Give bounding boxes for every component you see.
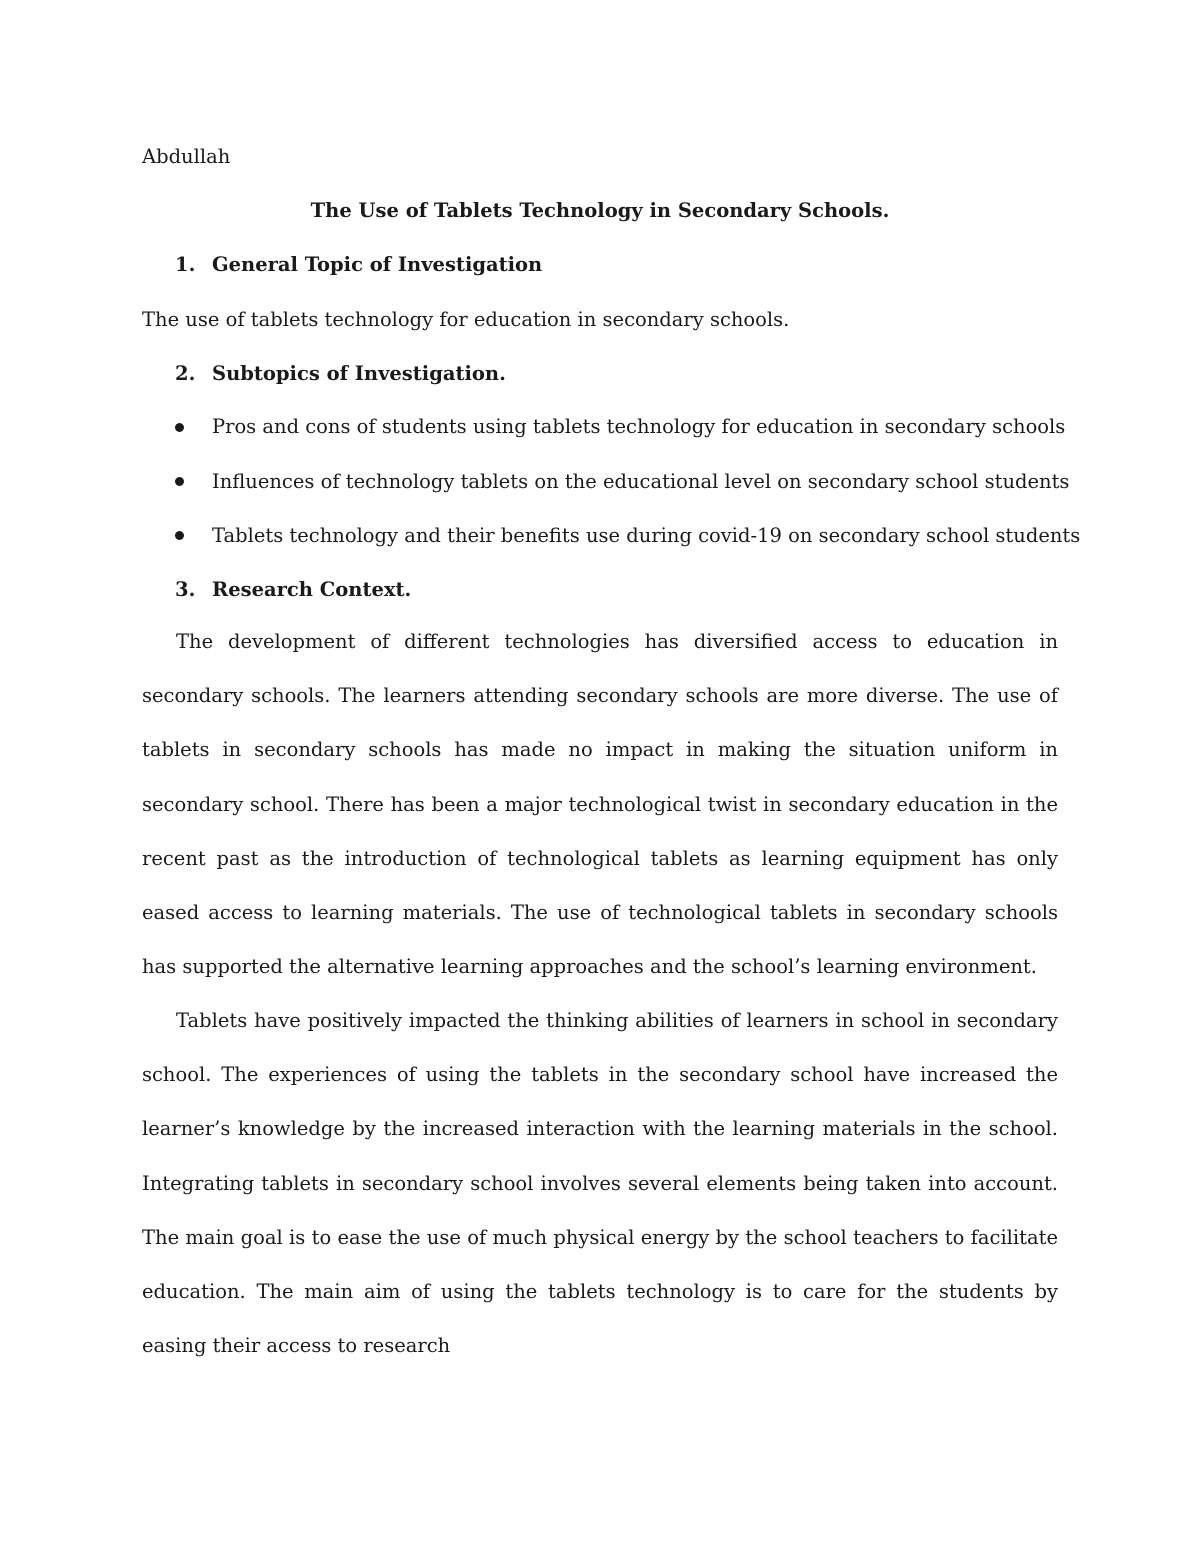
bullet-dot-icon bbox=[175, 477, 184, 486]
section-1-text: The use of tablets technology for education in secondary schools. bbox=[142, 308, 790, 331]
bullet-dot-icon bbox=[175, 423, 184, 432]
bullet-item-3: Tablets technology and their benefits use during covid-19 on secondary school students bbox=[212, 524, 1081, 547]
document-title: The Use of Tablets Technology in Secondary Schools. bbox=[310, 199, 890, 222]
bullet-item-1: Pros and cons of students using tablets technology for education in secondary schools bbox=[212, 415, 1066, 438]
section-2-heading: Subtopics of Investigation. bbox=[212, 362, 506, 385]
author-name: Abdullah bbox=[142, 145, 231, 168]
section-3-heading: Research Context. bbox=[212, 578, 412, 601]
section-3-number: 3. bbox=[175, 578, 196, 601]
bullet-dot-icon bbox=[175, 531, 184, 540]
section-1-number: 1. bbox=[175, 253, 196, 276]
research-context-paragraph-2: Tablets have positively impacted the thinking abilities of learners in school in secondary school. The experiences of using the tablets in the secondary school have increased the learner’s knowledge by the increased interaction with the learning materials in the school. Integrating tablets in secondary school involves several elements being taken into account. The main goal is to ease the use of much physical energy by the school teachers to facilitate education. The main aim of using the tablets technology is to care for the students by easing their access to research bbox=[142, 1009, 1058, 1358]
research-context-paragraph-1: The development of different technologies has diversified access to education in secondary schools. The learners attending secondary schools are more diverse. The use of tablets in secondary schools has made no impact in making the situation uniform in secondary school. There has been a major technological twist in secondary education in the recent past as the introduction of technological tablets as learning equipment has only eased access to learning materials. The use of technological tablets in secondary schools has supported the alternative learning approaches and the school’s learning environment. bbox=[142, 630, 1058, 979]
section-1-heading: General Topic of Investigation bbox=[212, 253, 543, 276]
bullet-item-2: Influences of technology tablets on the educational level on secondary school students bbox=[212, 470, 1070, 493]
section-2-number: 2. bbox=[175, 362, 196, 385]
